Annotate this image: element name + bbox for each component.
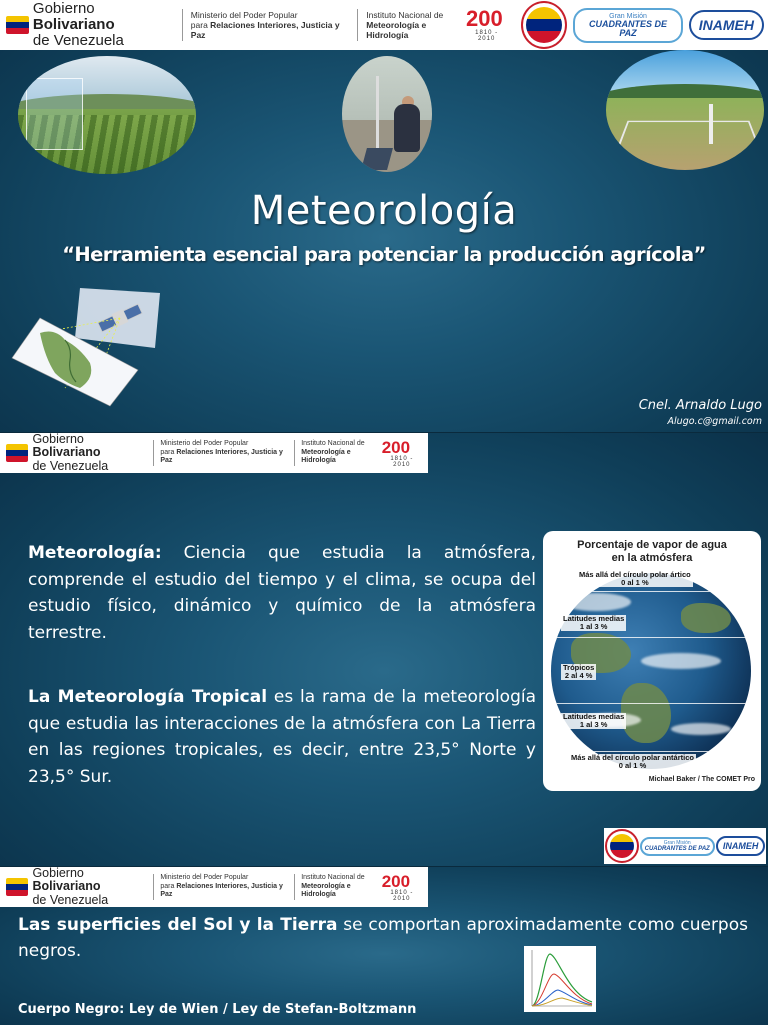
- logo-200-number: 200: [381, 437, 411, 457]
- figure-title-line2: en la atmósfera: [611, 551, 693, 564]
- water-vapor-figure: [543, 531, 761, 791]
- cuadrantes-bottom: CUADRANTES DE PAZ: [589, 18, 668, 38]
- term-meteorologia: Meteorología:: [28, 543, 162, 563]
- gobierno-bolivariano-logo: [0, 1, 174, 48]
- gov-line1-bold: Bolivariano: [32, 16, 115, 34]
- logo-200-years: 1810 - 2010: [475, 30, 499, 42]
- ministry-label: [160, 874, 288, 899]
- slide-title: [0, 0, 768, 432]
- author-email: Alugo.c@gmail.com: [667, 416, 762, 427]
- slide-subtitle-text: “Herramienta esencial para potenciar la producción agrícola”: [62, 243, 706, 266]
- label-antarctic: Más allá del círculo polar antártico 0 al 1 %: [571, 753, 694, 770]
- paragraph-tropical-meteorology: [28, 684, 536, 790]
- divider: [294, 440, 295, 466]
- institute-label: [366, 10, 466, 41]
- ministry-line2-bold: Relaciones Interiores, Justicia y Paz: [160, 448, 283, 465]
- header-logos-bar: [0, 0, 768, 50]
- header-logos-bar: [0, 433, 428, 473]
- term-tropical-meteorology: La Meteorología Tropical: [28, 687, 268, 707]
- gov-line1-prefix: Gobierno: [32, 432, 84, 447]
- paragraph-black-body: [18, 912, 748, 964]
- paragraph-meteorologia-definition: [28, 540, 536, 646]
- logo-200-years: 1810 - 2010: [390, 455, 414, 468]
- divider: [294, 874, 295, 900]
- ministry-line2-prefix: para: [190, 19, 211, 30]
- slide-title-text: Meteorología: [250, 188, 518, 234]
- term-sun-earth-surfaces: Las superficies del Sol y la Tierra: [18, 915, 338, 935]
- institute-line2: Meteorología e Hidrología: [301, 882, 351, 899]
- gov-line1-bold: Bolivariano: [32, 879, 101, 894]
- ministry-seal-icon: [605, 829, 639, 863]
- cuadrantes-top: Gran Misión: [663, 839, 691, 846]
- gov-line1-prefix: Gobierno: [32, 0, 95, 18]
- divider: [357, 9, 358, 41]
- institute-line1: Instituto Nacional de: [301, 440, 365, 448]
- cuadrantes-de-paz-logo: [573, 8, 683, 43]
- slide-definition: [0, 432, 768, 866]
- footer-logos: [604, 828, 766, 864]
- gov-line2: de Venezuela: [32, 31, 124, 49]
- gobierno-bolivariano-logo: [0, 433, 147, 472]
- inameh-logo: INAMEH: [716, 836, 766, 856]
- gov-line1-bold: Bolivariano: [32, 445, 101, 460]
- ministry-line1: Ministerio del Poder Popular: [160, 874, 249, 882]
- ministry-label: [191, 10, 350, 41]
- venezuela-flag-icon: [6, 16, 29, 34]
- ministry-seal-icon: [521, 1, 567, 49]
- black-body-laws: Cuerpo Negro: Ley de Wien / Ley de Stefan-Boltzmann: [18, 1002, 417, 1017]
- logo-200-number: 200: [381, 871, 411, 891]
- ministry-line1: Ministerio del Poder Popular: [190, 9, 298, 20]
- divider: [153, 874, 154, 900]
- venezuela-flag-icon: [6, 444, 28, 462]
- figure-credit: Michael Baker / The COMET Pro: [648, 776, 755, 783]
- divider: [182, 9, 183, 41]
- cuadrantes-top: Gran Misión: [609, 12, 647, 20]
- definition-text: Ciencia que estudia la atmósfera, comprende el estudio del tiempo y el clima, se ocupa del estudio físico, dinámico y químico de la atmósfera terrestre.: [28, 543, 536, 643]
- logo-200-years: 1810 - 2010: [390, 889, 414, 902]
- bicentenario-200-logo: [382, 439, 422, 468]
- label-arctic: Más allá del círculo polar ártico 0 al 1 %: [579, 570, 691, 587]
- satellite-map-illustration: [10, 278, 170, 408]
- ministry-label: [160, 440, 288, 465]
- institute-line2: Meteorología e Hidrología: [301, 448, 351, 465]
- cuadrantes-de-paz-logo: [640, 837, 715, 856]
- venezuela-flag-icon: [6, 878, 28, 896]
- cuadrantes-bottom: CUADRANTES DE PAZ: [644, 845, 710, 852]
- author-name: Cnel. Arnaldo Lugo: [638, 398, 762, 413]
- ministry-line2-prefix: para: [160, 448, 177, 456]
- header-logos-bar: [0, 867, 428, 907]
- label-mid-south: Latitudes medias 1 al 3 %: [563, 712, 625, 729]
- gov-line2: de Venezuela: [32, 892, 109, 907]
- institute-line2: Meteorología e Hidrología: [366, 19, 427, 41]
- black-body-text: se comportan aproximadamente como cuerpos negros.: [18, 915, 748, 961]
- label-mid-north: Latitudes medias 1 al 3 %: [563, 614, 625, 631]
- ministry-line1: Ministerio del Poder Popular: [160, 440, 249, 448]
- inameh-logo: INAMEH: [689, 10, 764, 40]
- planck-curve-thumbnail: [524, 946, 596, 1012]
- ministry-line2-prefix: para: [160, 882, 177, 890]
- institute-label: [301, 440, 382, 465]
- bicentenario-200-logo: [466, 8, 507, 42]
- agriculture-field-photo: [18, 56, 196, 174]
- divider: [153, 440, 154, 466]
- institute-line1: Instituto Nacional de: [366, 9, 444, 20]
- gobierno-bolivariano-logo: [0, 867, 147, 906]
- gov-line1-prefix: Gobierno: [32, 866, 84, 881]
- figure-title: [543, 539, 761, 564]
- ministry-line2-bold: Relaciones Interiores, Justicia y Paz: [160, 882, 283, 899]
- gov-line2: de Venezuela: [32, 458, 109, 473]
- weather-station-technician-photo: [342, 56, 432, 172]
- bicentenario-200-logo: [382, 873, 422, 902]
- institute-line1: Instituto Nacional de: [301, 874, 365, 882]
- tropical-definition-text: es la rama de la meteorología que estudia las interacciones de la atmósfera con La Tierra en las regiones tropicales, es decir, entre 23,5° Norte y 23,5° Sur.: [28, 687, 536, 787]
- weather-station-field-photo: [606, 50, 764, 170]
- institute-label: [301, 874, 382, 899]
- ministry-line2-bold: Relaciones Interiores, Justicia y Paz: [190, 19, 340, 41]
- label-tropics: Trópicos 2 al 4 %: [563, 663, 595, 680]
- figure-title-line1: Porcentaje de vapor de agua: [577, 539, 727, 551]
- logo-200-number: 200: [466, 6, 503, 31]
